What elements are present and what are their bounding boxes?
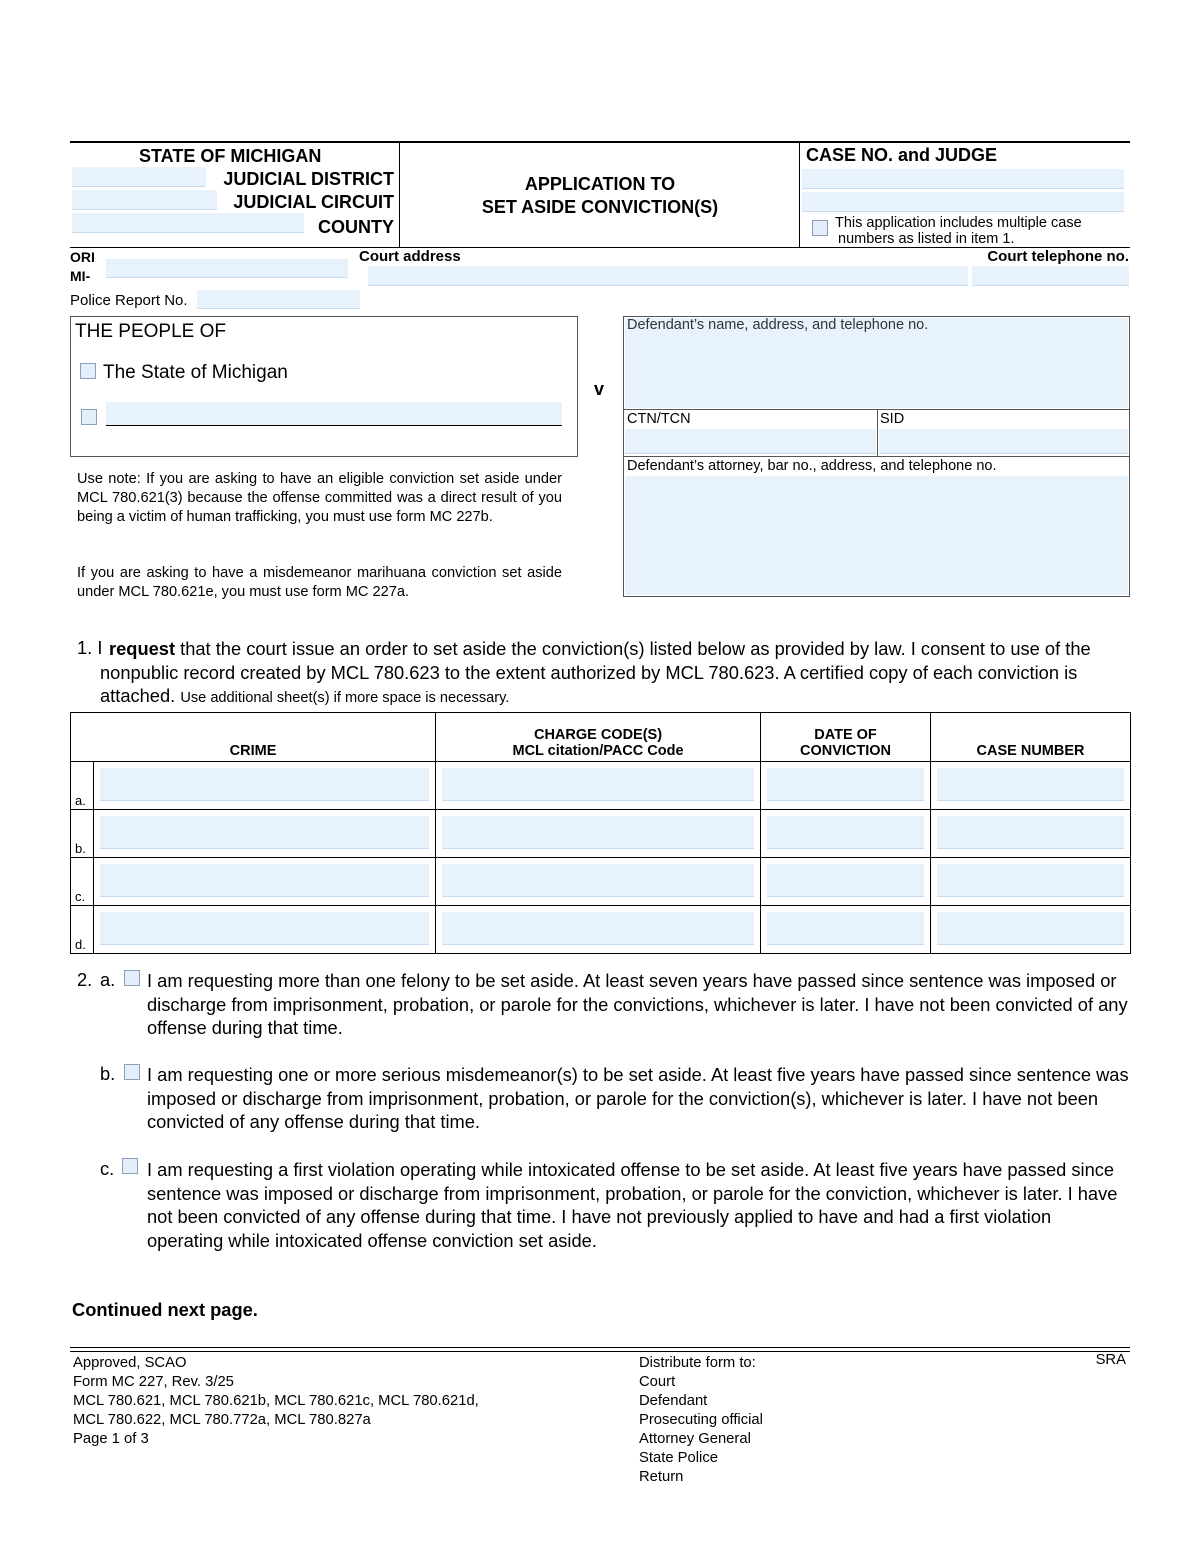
- court-address-label: Court address: [359, 248, 461, 265]
- charge-field[interactable]: [442, 816, 754, 849]
- police-report-field[interactable]: [197, 290, 360, 309]
- case-no-judge-label: CASE NO. and JUDGE: [806, 145, 998, 165]
- multiple-cases-note-line2: numbers as listed in item 1.: [838, 231, 1015, 247]
- continued-next-page: Continued next page.: [72, 1299, 258, 1320]
- date-cell[interactable]: [761, 762, 931, 810]
- judicial-district-label: JUDICIAL DISTRICT: [223, 169, 394, 189]
- header-bottom-rule: [70, 247, 1130, 248]
- case-field[interactable]: [937, 768, 1124, 801]
- footer-page-number: Page 1 of 3: [73, 1431, 149, 1447]
- date-header: [761, 713, 931, 762]
- crime-field[interactable]: [100, 912, 429, 945]
- use-note-p2: If you are asking to have a misdemeanor marihuana conviction set aside under MCL 780.621e, you must use form MC 227a.: [77, 565, 562, 600]
- defendant-divider-2: [623, 456, 1130, 457]
- people-heading: THE PEOPLE OF: [75, 321, 226, 342]
- other-plaintiff-field[interactable]: [106, 402, 562, 426]
- item2-number: 2.: [77, 969, 93, 990]
- date-field[interactable]: [767, 816, 924, 849]
- footer-code: SRA: [1095, 1352, 1126, 1368]
- row-letter: b.: [71, 810, 94, 858]
- item1-body: that the court issue an order to set aside the conviction(s) listed below as provided by law. I consent to use of the nonpublic record created by MCL 780.623 to the extent authorized by MCL 780.623. A certified copy of each conviction is attached.: [100, 638, 1091, 707]
- case-no-field-1[interactable]: [802, 169, 1124, 189]
- distribute-heading: Distribute form to:: [639, 1355, 756, 1371]
- ctn-label: CTN/TCN: [627, 411, 691, 427]
- multiple-cases-checkbox[interactable]: [812, 220, 828, 236]
- item2b-letter: b.: [100, 1063, 116, 1084]
- ori-field[interactable]: [106, 259, 348, 278]
- state-of-michigan: STATE OF MICHIGAN: [139, 146, 322, 166]
- court-telephone-label: Court telephone no.: [987, 248, 1129, 265]
- date-cell[interactable]: [761, 906, 931, 954]
- date-field[interactable]: [767, 768, 924, 801]
- row-letter: d.: [71, 906, 94, 954]
- crime-field[interactable]: [100, 816, 429, 849]
- crime-field[interactable]: [100, 864, 429, 897]
- use-note-p1: Use note: If you are asking to have an eligible conviction set aside under MCL 780.621(3) because the offense committed was a direct result of you being a victim of human trafficking, you must use form MC 227b.: [77, 471, 562, 525]
- charge-code-header-line1: CHARGE CODE(S): [533, 727, 663, 743]
- charge-cell[interactable]: [436, 858, 761, 906]
- item2a-text: I am requesting more than one felony to be set aside. At least seven years have passed since sentence was imposed or discharge from imprisonment, probation, or parole for the convictions, whichever is later. I have not been convicted of any offense during that time.: [147, 970, 1128, 1039]
- item2b-text: I am requesting one or more serious misdemeanor(s) to be set aside. At least five years have passed since sentence was imposed or discharge from imprisonment, probation, or parole for the conviction(s), whichever is later. I have not been convicted of any offense during that time.: [147, 1064, 1129, 1133]
- judicial-circuit-label: JUDICIAL CIRCUIT: [233, 192, 394, 212]
- charge-cell[interactable]: [436, 762, 761, 810]
- form-title-line2: SET ASIDE CONVICTION(S): [481, 197, 719, 217]
- case-cell[interactable]: [931, 810, 1131, 858]
- charge-cell[interactable]: [436, 906, 761, 954]
- item2c-text: I am requesting a first violation operating while intoxicated offense to be set aside. At least five years have passed since sentence was imposed or discharge from imprisonment, probation, or parole for the conviction, whichever is later. I have not been convicted of any offense during that time. I have not previously applied to have and had a first violation operating while intoxicated offense conviction set aside.: [147, 1159, 1118, 1251]
- distribute-item: Prosecuting official: [639, 1412, 763, 1428]
- footer-mcl-1: MCL 780.621, MCL 780.621b, MCL 780.621c, MCL 780.621d,: [73, 1393, 479, 1409]
- ctn-field[interactable]: [625, 429, 876, 454]
- court-address-field[interactable]: [368, 266, 968, 286]
- date-header-line1: DATE OF: [814, 727, 877, 743]
- charge-code-header: [436, 713, 761, 762]
- multiple-cases-note-line1: This application includes multiple case: [835, 215, 1082, 231]
- defendant-divider-mid: [877, 409, 878, 456]
- charge-field[interactable]: [442, 768, 754, 801]
- crime-cell[interactable]: [94, 762, 436, 810]
- table-row: [71, 762, 1131, 810]
- court-telephone-field[interactable]: [972, 266, 1129, 286]
- convictions-table: [70, 712, 1131, 954]
- crime-cell[interactable]: [94, 858, 436, 906]
- date-cell[interactable]: [761, 810, 931, 858]
- item2b-checkbox[interactable]: [124, 1064, 140, 1080]
- case-cell[interactable]: [931, 762, 1131, 810]
- case-no-field-2[interactable]: [802, 192, 1124, 212]
- sid-label: SID: [880, 411, 905, 427]
- table-row: [71, 858, 1131, 906]
- item2c-checkbox[interactable]: [122, 1158, 138, 1174]
- case-number-header: CASE NUMBER: [931, 713, 1131, 762]
- row-letter: a.: [71, 762, 94, 810]
- crime-header: CRIME: [71, 713, 436, 762]
- header-top-rule: [70, 141, 1130, 143]
- table-row: [71, 906, 1131, 954]
- charge-cell[interactable]: [436, 810, 761, 858]
- charge-code-header-line2: MCL citation/PACC Code: [512, 743, 684, 759]
- item1-bold: request: [109, 638, 176, 659]
- other-plaintiff-checkbox[interactable]: [81, 409, 97, 425]
- case-cell[interactable]: [931, 858, 1131, 906]
- case-field[interactable]: [937, 816, 1124, 849]
- attorney-field[interactable]: [625, 476, 1128, 595]
- county-field[interactable]: [72, 213, 304, 233]
- item2c-letter: c.: [100, 1158, 115, 1179]
- distribute-item: Court: [639, 1374, 676, 1390]
- case-cell[interactable]: [931, 906, 1131, 954]
- mi-label: MI-: [70, 268, 91, 284]
- date-field[interactable]: [767, 912, 924, 945]
- item1-number: 1. I: [77, 637, 103, 658]
- table-header-row: [71, 713, 1131, 762]
- crime-cell[interactable]: [94, 810, 436, 858]
- item1-small: Use additional sheet(s) if more space is necessary.: [180, 690, 510, 707]
- judicial-district-field[interactable]: [72, 167, 206, 187]
- police-report-label: Police Report No.: [70, 292, 188, 309]
- charge-field[interactable]: [442, 864, 754, 897]
- distribute-item: Return: [639, 1469, 684, 1485]
- date-header-line2: CONVICTION: [800, 743, 892, 759]
- footer-rule-2: [70, 1351, 1130, 1352]
- case-field[interactable]: [937, 912, 1124, 945]
- crime-cell[interactable]: [94, 906, 436, 954]
- footer-form-number: Form MC 227, Rev. 3/25: [73, 1374, 234, 1390]
- crime-field[interactable]: [100, 768, 429, 801]
- footer-mcl-2: MCL 780.622, MCL 780.772a, MCL 780.827a: [73, 1412, 371, 1428]
- defendant-name-label: Defendant’s name, address, and telephone no.: [627, 317, 929, 333]
- footer-left: [73, 1354, 479, 1449]
- versus-label: v: [594, 379, 605, 399]
- attorney-label: Defendant’s attorney, bar no., address, and telephone no.: [627, 458, 997, 474]
- sid-field[interactable]: [879, 429, 1128, 454]
- row-letter: c.: [71, 858, 94, 906]
- distribute-item: Defendant: [639, 1393, 708, 1409]
- distribute-item: Attorney General: [639, 1431, 751, 1447]
- charge-field[interactable]: [442, 912, 754, 945]
- county-label: COUNTY: [318, 217, 394, 237]
- ori-label: ORI: [70, 249, 95, 265]
- item1-text: [100, 637, 1132, 711]
- footer-approved: Approved, SCAO: [73, 1355, 187, 1371]
- case-field[interactable]: [937, 864, 1124, 897]
- state-of-michigan-checkbox[interactable]: [80, 363, 96, 379]
- item2a-letter: a.: [100, 969, 116, 990]
- state-of-michigan-option: The State of Michigan: [103, 362, 288, 383]
- table-row: [71, 810, 1131, 858]
- form-title-line1: APPLICATION TO: [524, 174, 676, 194]
- date-cell[interactable]: [761, 858, 931, 906]
- item2a-checkbox[interactable]: [124, 970, 140, 986]
- date-field[interactable]: [767, 864, 924, 897]
- footer-distribute: [639, 1354, 763, 1487]
- judicial-circuit-field[interactable]: [72, 190, 217, 210]
- distribute-item: State Police: [639, 1450, 718, 1466]
- footer-rule-1: [70, 1347, 1130, 1348]
